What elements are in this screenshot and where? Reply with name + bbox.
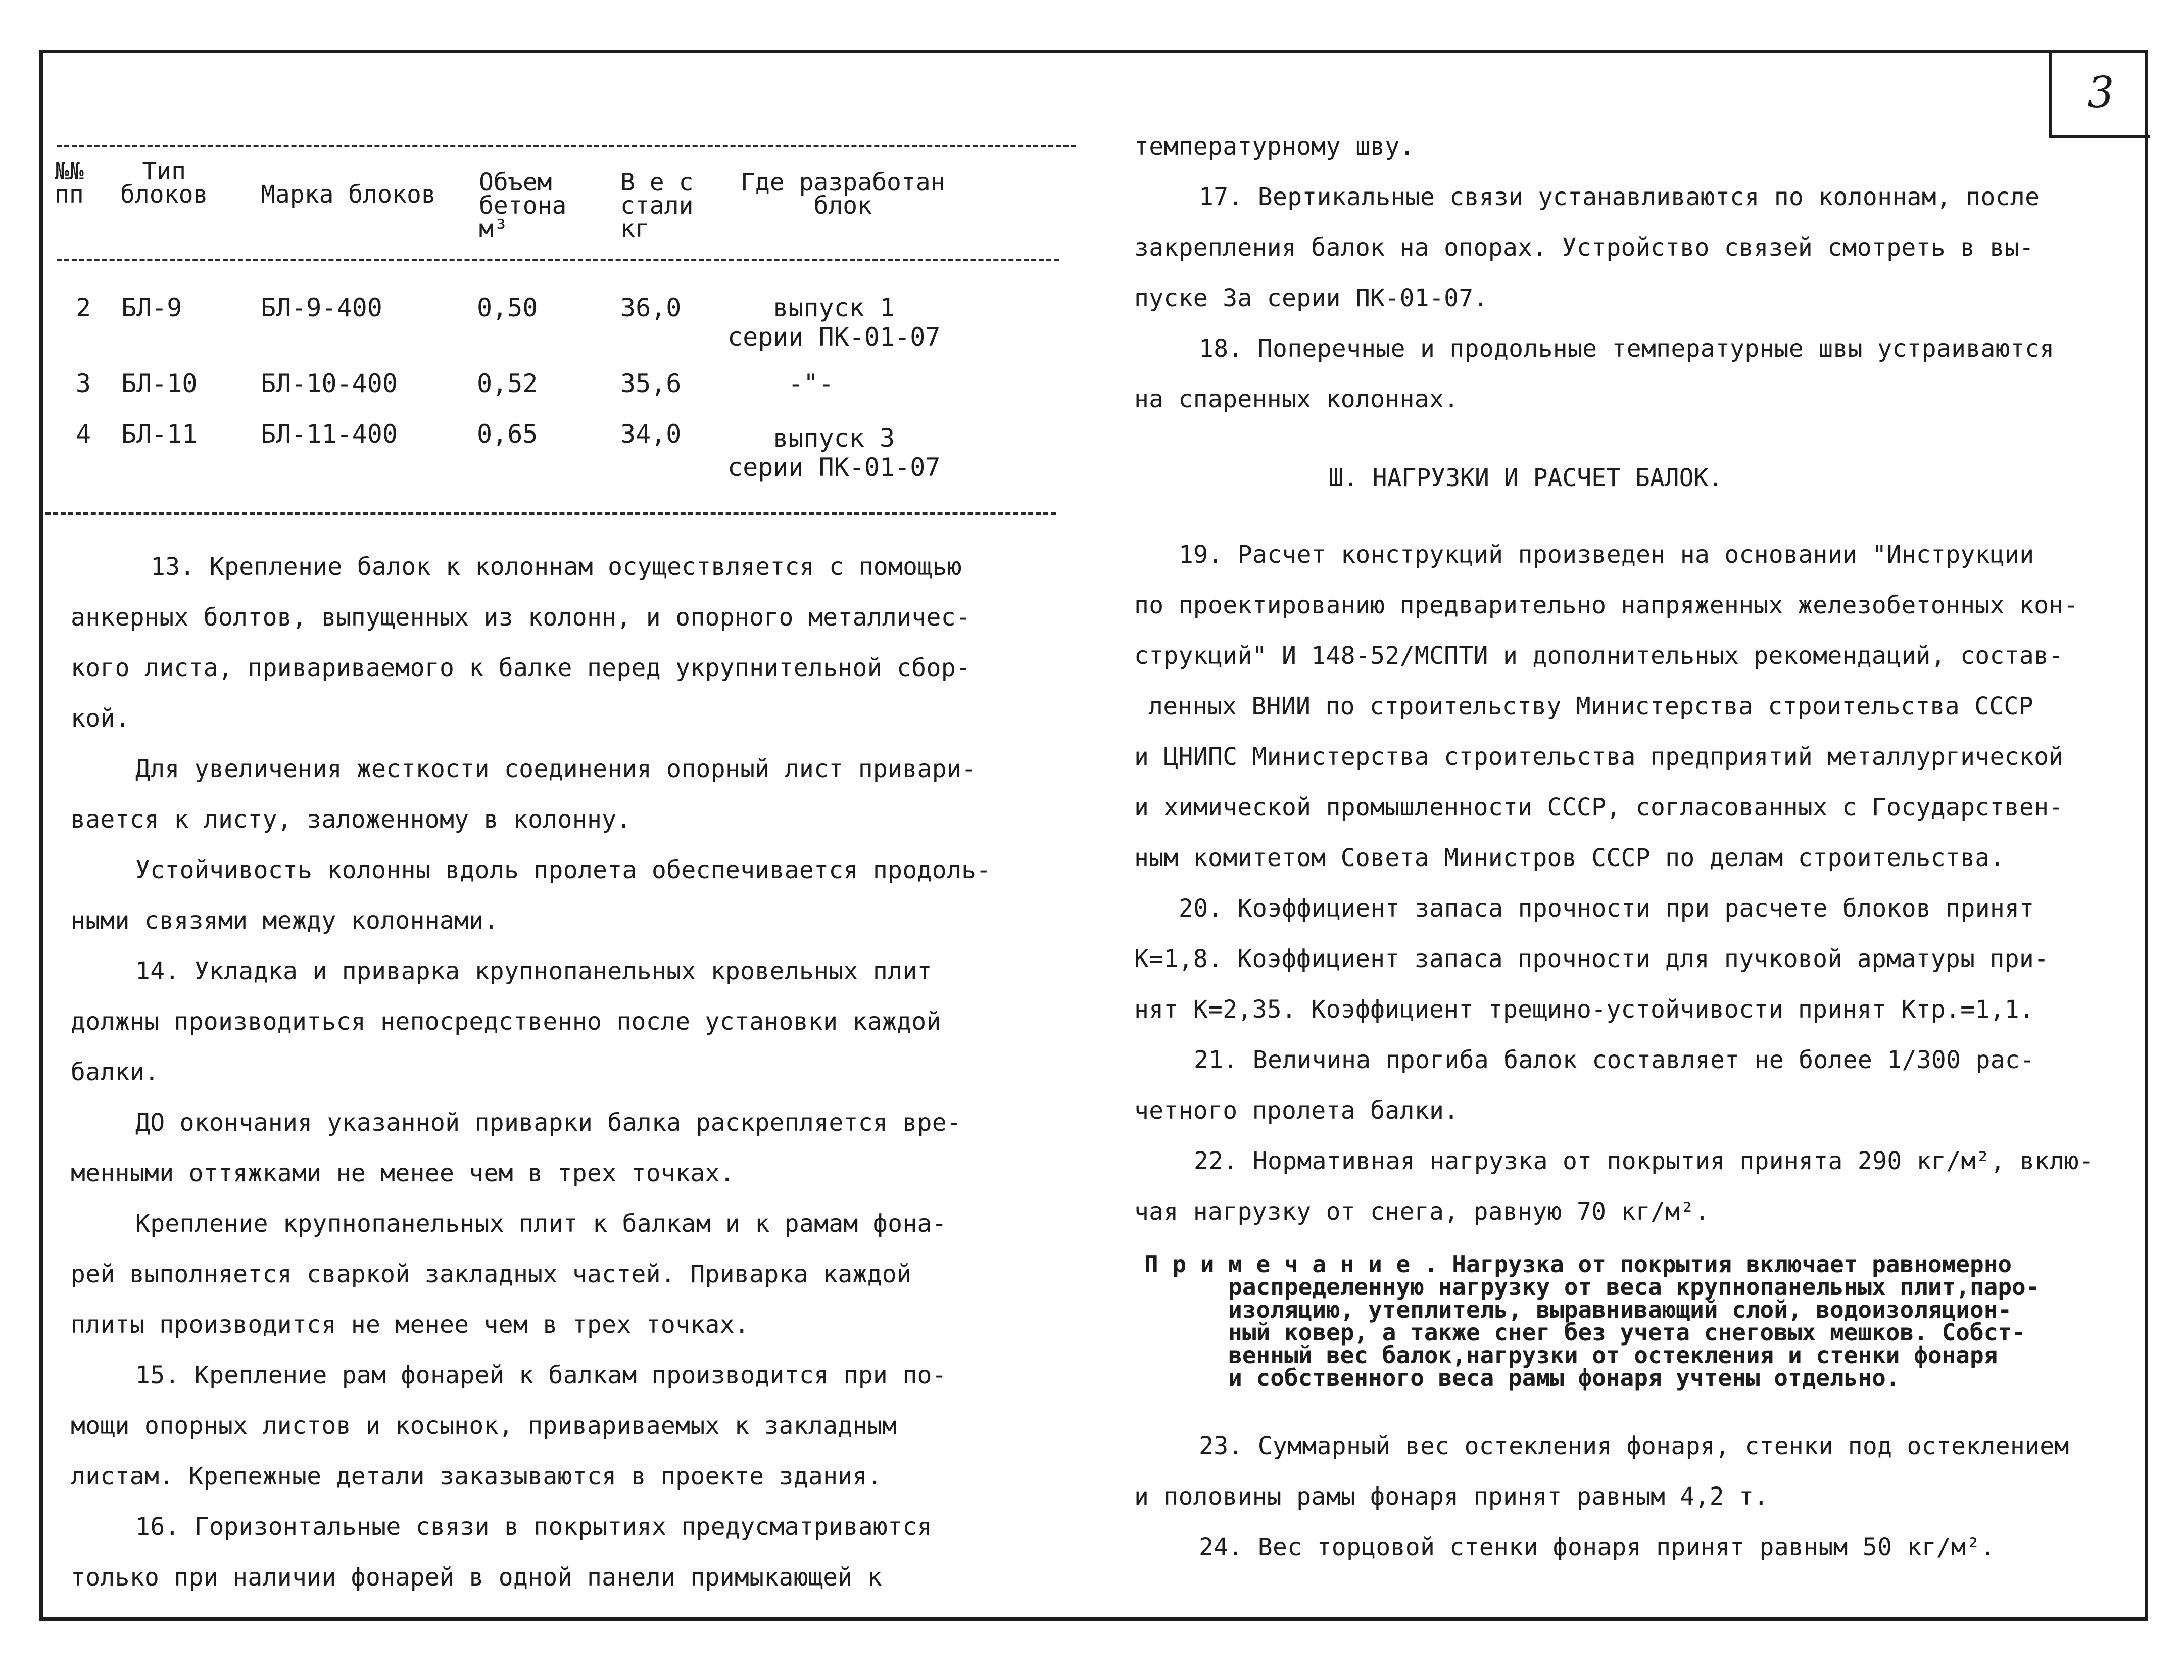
left-column-text bbox=[71, 542, 991, 1603]
text-line: анкерных болтов, выпущенных из колонн, и опорного металличес- bbox=[71, 603, 971, 632]
text-line: листам. Крепежные детали заказываются в проекте здания. bbox=[71, 1462, 882, 1491]
text-line: ленных ВНИИ по строительству Министерства строительства СССР bbox=[1148, 692, 2033, 721]
cell-mark: БЛ-9-400 bbox=[261, 293, 382, 322]
cell-where: выпуск 3 серии ПК-01-07 bbox=[727, 423, 941, 482]
text-line: кой. bbox=[71, 704, 130, 733]
cell-where: -"- bbox=[788, 369, 834, 398]
note-line: венный вес балок,нагрузки от остекления и стенки фонаря bbox=[1144, 1341, 1998, 1369]
text-line: плиты производится не менее чем в трех точках. bbox=[71, 1311, 750, 1339]
th-volume: Объем бетона м³ bbox=[479, 168, 567, 243]
text-line: пуске За серии ПК-01-07. bbox=[1134, 284, 1488, 312]
right-column-text-mid bbox=[1134, 530, 2094, 1237]
th-type: Тип блоков bbox=[120, 157, 208, 209]
text-line: четного пролета балки. bbox=[1134, 1096, 1459, 1125]
page-number: 3 bbox=[2049, 50, 2150, 138]
text-line: Крепление крупнопанельных плит к балкам и к рамам фона- bbox=[135, 1210, 947, 1238]
text-line: менными оттяжками не менее чем в трех точках. bbox=[71, 1159, 735, 1187]
text-line: должны производиться непосредственно после установки каждой bbox=[71, 1007, 941, 1036]
text-line: 23. Суммарный вес остекления фонаря, стенки под остеклением bbox=[1199, 1432, 2069, 1460]
cell-mark: БЛ-10-400 bbox=[261, 369, 398, 398]
text-line: рей выполняется сваркой закладных частей. Приварка каждой bbox=[71, 1260, 912, 1288]
cell-type: БЛ-10 bbox=[121, 369, 198, 398]
text-line: 13. Крепление балок к колоннам осуществляется с помощью bbox=[151, 553, 962, 581]
text-line: и химической промышленности СССР, согласованных с Государствен- bbox=[1134, 793, 2064, 822]
th-mark: Марка блоков bbox=[261, 180, 436, 209]
text-line: 20. Коэффициент запаса прочности при расчете блоков принят bbox=[1179, 894, 2034, 923]
text-line: 18. Поперечные и продольные температурные швы устраиваются bbox=[1199, 334, 2055, 363]
text-line: мощи опорных листов и косынок, привариваемых к закладным bbox=[71, 1412, 897, 1440]
text-line: нят К=2,35. Коэффициент трещино-устойчивости принят Ктр.=1,1. bbox=[1134, 995, 2034, 1024]
cell-mark: БЛ-11-400 bbox=[261, 419, 398, 449]
text-line: Для увеличения жесткости соединения опорный лист привари- bbox=[135, 755, 977, 783]
cell-weight: 36,0 bbox=[620, 293, 682, 322]
text-line: 22. Нормативная нагрузка от покрытия принята 290 кг/м², вклю- bbox=[1194, 1147, 2094, 1175]
right-column-text-top bbox=[1134, 121, 2055, 424]
text-line: чая нагрузку от снега, равную 70 кг/м². bbox=[1134, 1197, 1710, 1226]
note-line: распределенную нагрузку от веса крупнопанельных плит,паро- bbox=[1144, 1273, 2040, 1301]
cell-where: выпуск 1 серии ПК-01-07 bbox=[727, 293, 941, 352]
text-line: кого листа, привариваемого к балке перед укрупнительной сбор- bbox=[71, 654, 971, 682]
section-heading: Ш. НАГРУЗКИ И РАСЧЕТ БАЛОК. bbox=[1329, 464, 1723, 492]
text-line: балки. bbox=[71, 1058, 160, 1086]
note-block bbox=[1144, 1253, 2040, 1389]
right-column-text-bottom bbox=[1134, 1421, 2069, 1572]
cell-volume: 0,52 bbox=[477, 369, 538, 398]
text-line: ДО окончания указанной приварки балка раскрепляется вре- bbox=[135, 1109, 962, 1137]
text-line: ными связями между колоннами. bbox=[71, 906, 499, 935]
cell-weight: 35,6 bbox=[620, 369, 682, 398]
text-line: 14. Укладка и приварка крупнопанельных кровельных плит bbox=[135, 957, 932, 985]
cell-volume: 0,50 bbox=[477, 293, 538, 322]
cell-type: БЛ-9 bbox=[121, 293, 182, 322]
text-line: закрепления балок на опорах. Устройство связей смотреть в вы- bbox=[1134, 233, 2034, 262]
cell-num: 4 bbox=[76, 419, 91, 449]
text-line: вается к листу, заложенному в колонну. bbox=[71, 805, 632, 834]
text-line: ным комитетом Совета Министров СССР по делам строительства. bbox=[1134, 844, 2005, 872]
text-line: 21. Величина прогиба балок составляет не более 1/300 рас- bbox=[1194, 1046, 2035, 1074]
text-line: 17. Вертикальные связи устанавливаются по колоннам, после bbox=[1199, 183, 2040, 211]
th-where: Где разработан блок bbox=[741, 168, 945, 220]
th-num: №№ пп bbox=[55, 157, 84, 209]
note-line: П р и м е ч а н и е . Нагрузка от покрытия включает равномерно bbox=[1144, 1251, 2012, 1278]
text-line: температурному шву. bbox=[1134, 132, 1415, 161]
note-line: ный ковер, а также снег без учета снеговых мешков. Собст- bbox=[1144, 1319, 2026, 1346]
text-line: К=1,8. Коэффициент запаса прочности для пучковой арматуры при- bbox=[1134, 945, 2049, 973]
text-line: на спаренных колоннах. bbox=[1134, 385, 1459, 413]
text-line: по проектированию предварительно напряженных железобетонных кон- bbox=[1134, 591, 2078, 619]
text-line: Устойчивость колонны вдоль пролета обеспечивается продоль- bbox=[135, 856, 991, 884]
text-line: и ЦНИПС Министерства строительства предприятий металлургической bbox=[1134, 743, 2064, 771]
table-bottom-rule bbox=[45, 512, 1056, 515]
text-line: струкций" И 148-52/МСПТИ и дополнительных рекомендаций, состав- bbox=[1134, 642, 2064, 670]
cell-num: 3 bbox=[76, 369, 91, 398]
table-top-rule bbox=[57, 145, 1076, 147]
text-line: 24. Вес торцовой стенки фонаря принят равным 50 кг/м². bbox=[1199, 1533, 1996, 1561]
text-line: 19. Расчет конструкций произведен на основании "Инструкции bbox=[1179, 541, 2034, 569]
text-line: и половины рамы фонаря принят равным 4,2 т. bbox=[1134, 1482, 1769, 1511]
cell-weight: 34,0 bbox=[620, 419, 682, 449]
text-line: только при наличии фонарей в одной панели примыкающей к bbox=[71, 1563, 882, 1592]
text-line: 16. Горизонтальные связи в покрытиях предусматриваются bbox=[135, 1513, 932, 1541]
th-weight: В е с стали кг bbox=[620, 168, 694, 243]
note-line: и собственного веса рамы фонаря учтены отдельно. bbox=[1144, 1364, 1900, 1391]
note-line: изоляцию, утеплитель, выравнивающий слой, водоизоляцион- bbox=[1144, 1296, 2012, 1323]
cell-type: БЛ-11 bbox=[121, 419, 198, 449]
text-line: 15. Крепление рам фонарей к балкам производится при по- bbox=[135, 1361, 947, 1389]
cell-volume: 0,65 bbox=[477, 419, 538, 449]
table-header-rule bbox=[57, 259, 1059, 261]
cell-num: 2 bbox=[76, 293, 91, 322]
